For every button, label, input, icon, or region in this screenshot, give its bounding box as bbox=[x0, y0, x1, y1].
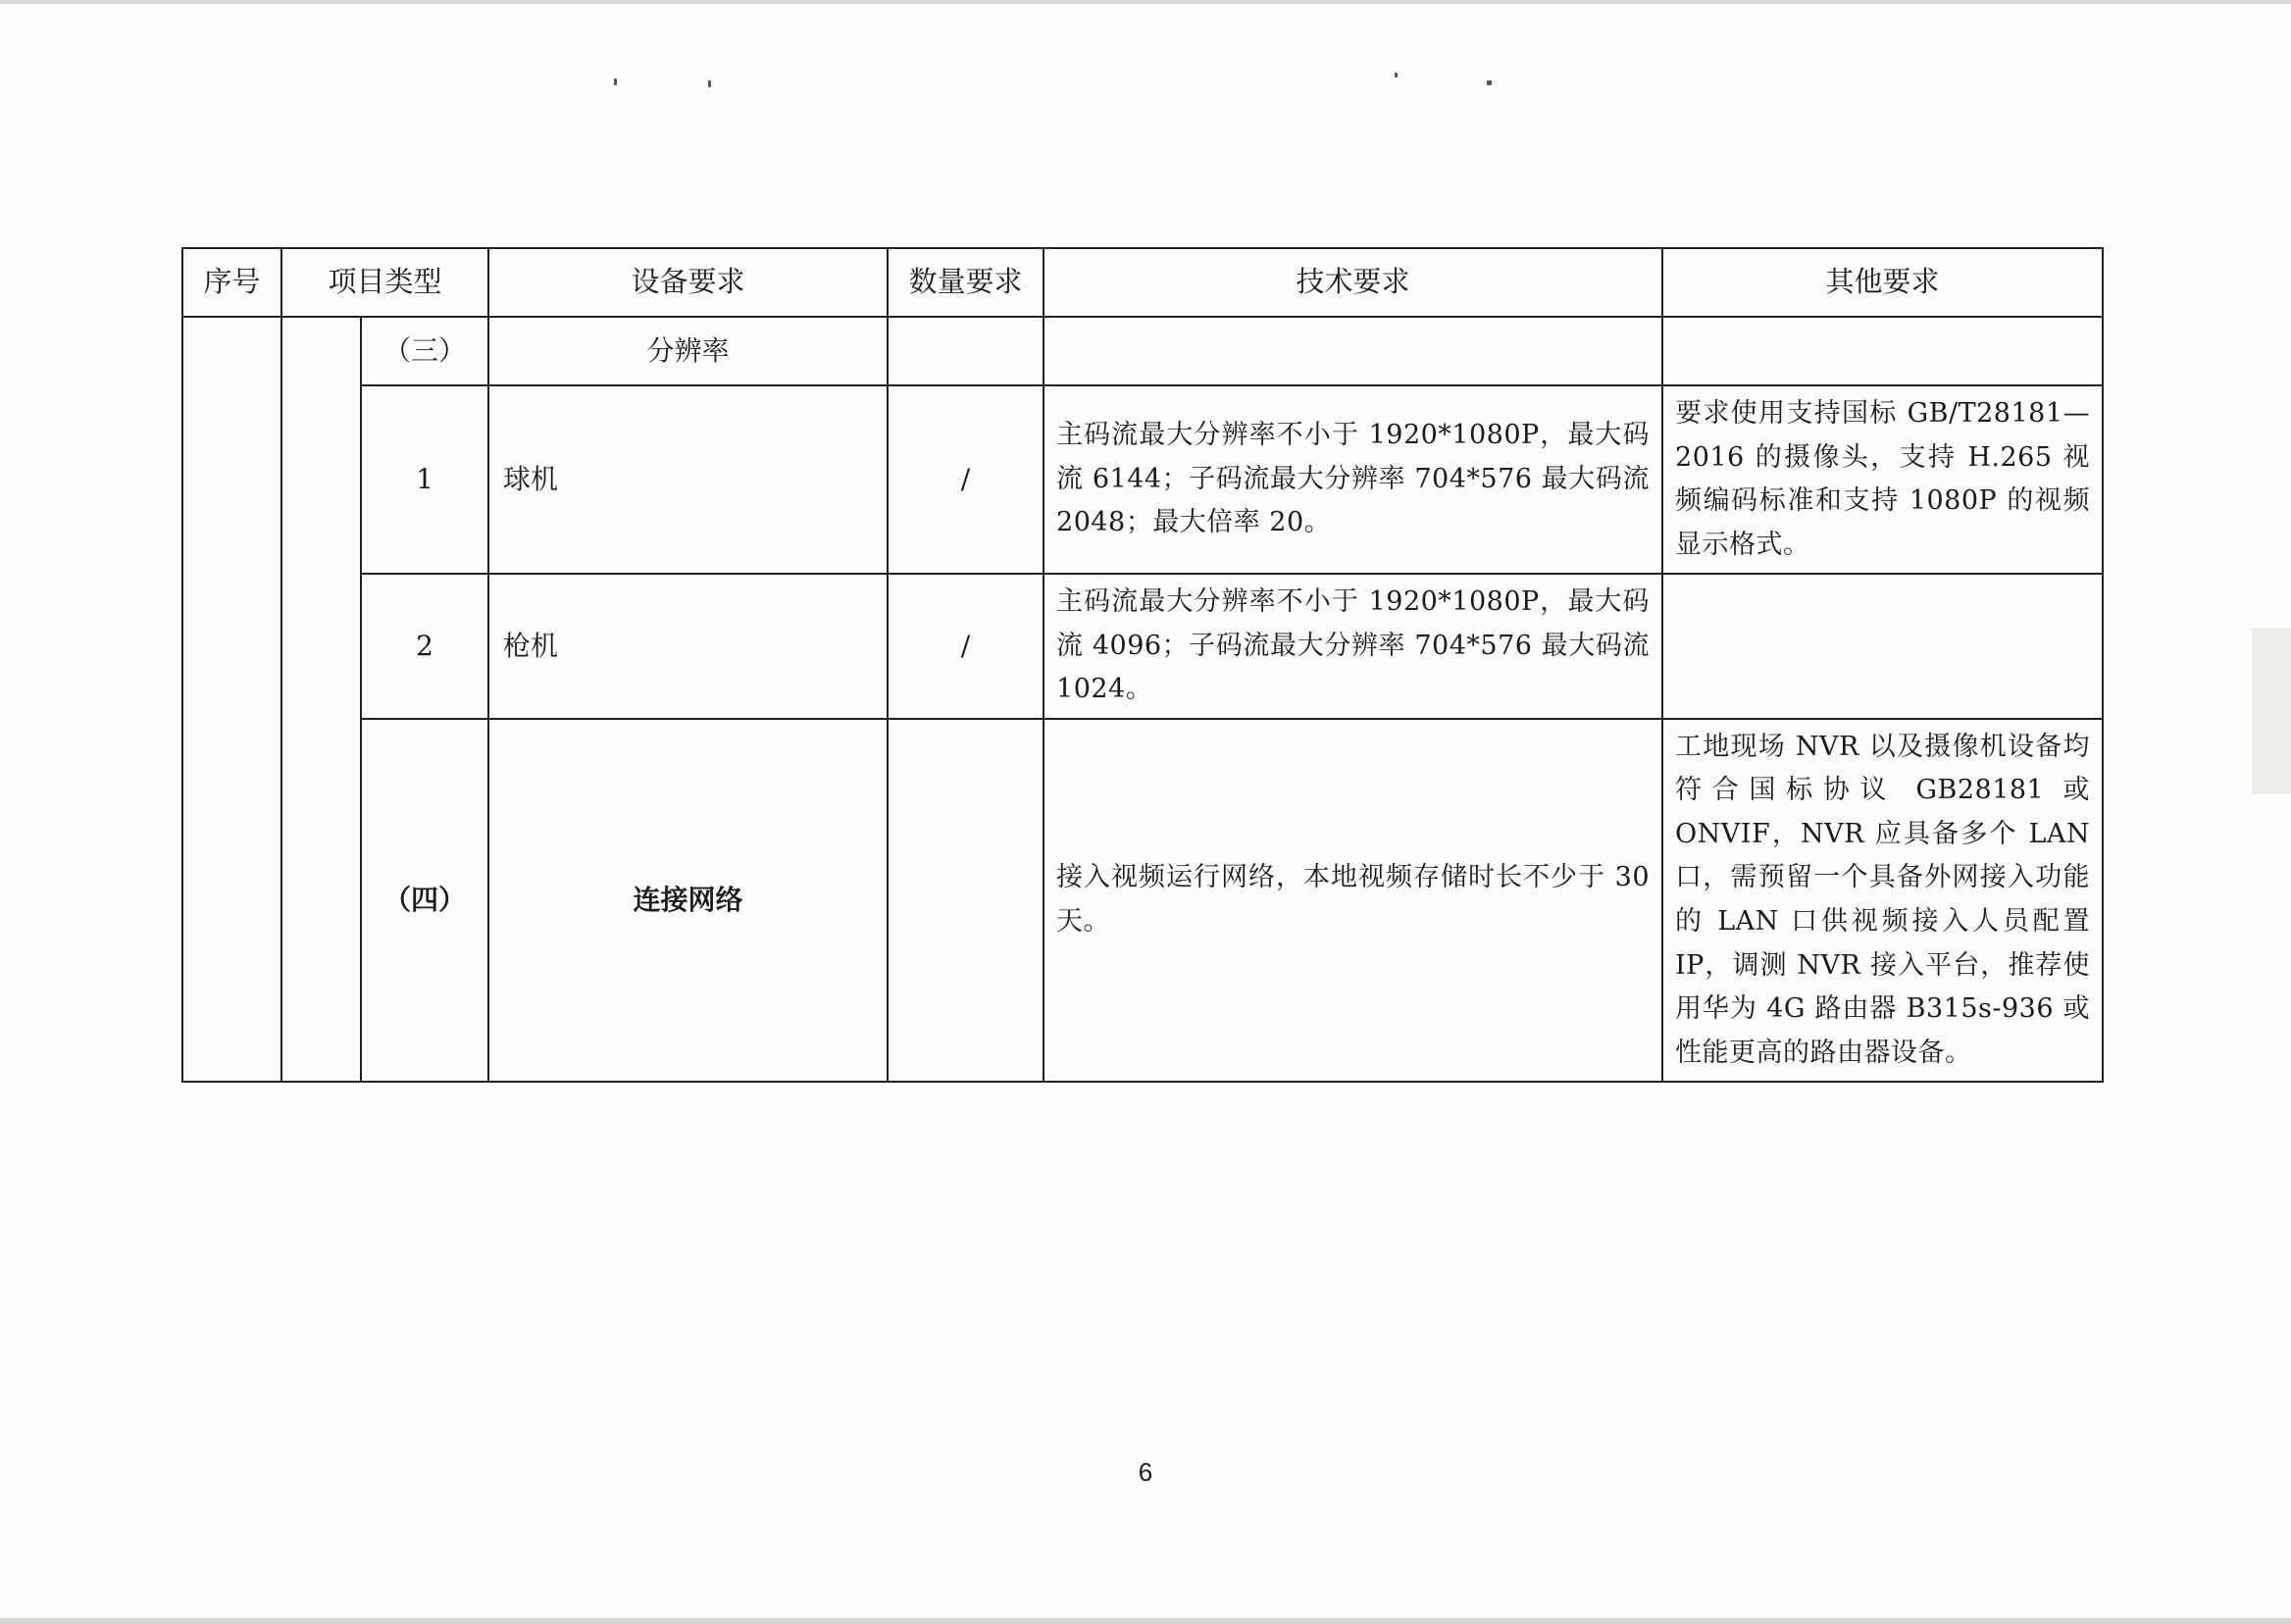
section-four-index: （四） bbox=[361, 719, 488, 1082]
page-number: 6 bbox=[1138, 1457, 1153, 1487]
row-2-device: 枪机 bbox=[488, 574, 888, 719]
section-four-other: 工地现场 NVR 以及摄像机设备均符合国标协议 GB28181 或 ONVIF，NVR 应具备多个 LAN 口，需预留一个具备外网接入功能的 LAN 口供视频接入人员配置 IP，调测 NVR 接入平台，推荐使用华为 4G 路由器 B315s-936 或性能更高的路由器设备。 bbox=[1662, 719, 2103, 1082]
requirements-table bbox=[181, 247, 2104, 1083]
section-four-title: 连接网络 bbox=[488, 719, 888, 1082]
table-row-2 bbox=[182, 574, 2103, 719]
section-three-qty bbox=[888, 317, 1044, 385]
scan-speck bbox=[614, 78, 617, 85]
header-device: 设备要求 bbox=[488, 248, 888, 317]
cell-no-merged bbox=[182, 317, 281, 1082]
row-1-device: 球机 bbox=[488, 385, 888, 574]
header-no: 序号 bbox=[182, 248, 281, 317]
row-1-index: 1 bbox=[361, 385, 488, 574]
scan-edge-top bbox=[0, 0, 2291, 4]
row-2-index: 2 bbox=[361, 574, 488, 719]
scan-edge-bottom bbox=[0, 1618, 2291, 1624]
header-qty: 数量要求 bbox=[888, 248, 1044, 317]
section-three-title: 分辨率 bbox=[488, 317, 888, 385]
section-three-tech bbox=[1044, 317, 1662, 385]
scan-speck bbox=[1487, 80, 1492, 85]
table-row-section-four bbox=[182, 719, 2103, 1082]
table-row-section-three bbox=[182, 317, 2103, 385]
row-1-tech: 主码流最大分辨率不小于 1920*1080P，最大码流 6144；子码流最大分辨率 704*576 最大码流 2048；最大倍率 20。 bbox=[1044, 385, 1662, 574]
row-1-qty: / bbox=[888, 385, 1044, 574]
row-2-qty: / bbox=[888, 574, 1044, 719]
section-three-index: （三） bbox=[361, 317, 488, 385]
table-row-1 bbox=[182, 385, 2103, 574]
scan-edge-mark bbox=[2252, 628, 2291, 794]
table-header-row bbox=[182, 248, 2103, 317]
header-tech: 技术要求 bbox=[1044, 248, 1662, 317]
cell-type-merged bbox=[281, 317, 361, 1082]
row-2-other bbox=[1662, 574, 2103, 719]
header-other: 其他要求 bbox=[1662, 248, 2103, 317]
scan-speck bbox=[1395, 73, 1398, 77]
section-four-qty bbox=[888, 719, 1044, 1082]
scan-speck bbox=[708, 80, 711, 87]
section-three-other bbox=[1662, 317, 2103, 385]
header-type: 项目类型 bbox=[281, 248, 488, 317]
row-1-other: 要求使用支持国标 GB/T28181—2016 的摄像头，支持 H.265 视频编码标准和支持 1080P 的视频显示格式。 bbox=[1662, 385, 2103, 574]
section-four-tech: 接入视频运行网络，本地视频存储时长不少于 30 天。 bbox=[1044, 719, 1662, 1082]
row-2-tech: 主码流最大分辨率不小于 1920*1080P，最大码流 4096；子码流最大分辨率 704*576 最大码流 1024。 bbox=[1044, 574, 1662, 719]
